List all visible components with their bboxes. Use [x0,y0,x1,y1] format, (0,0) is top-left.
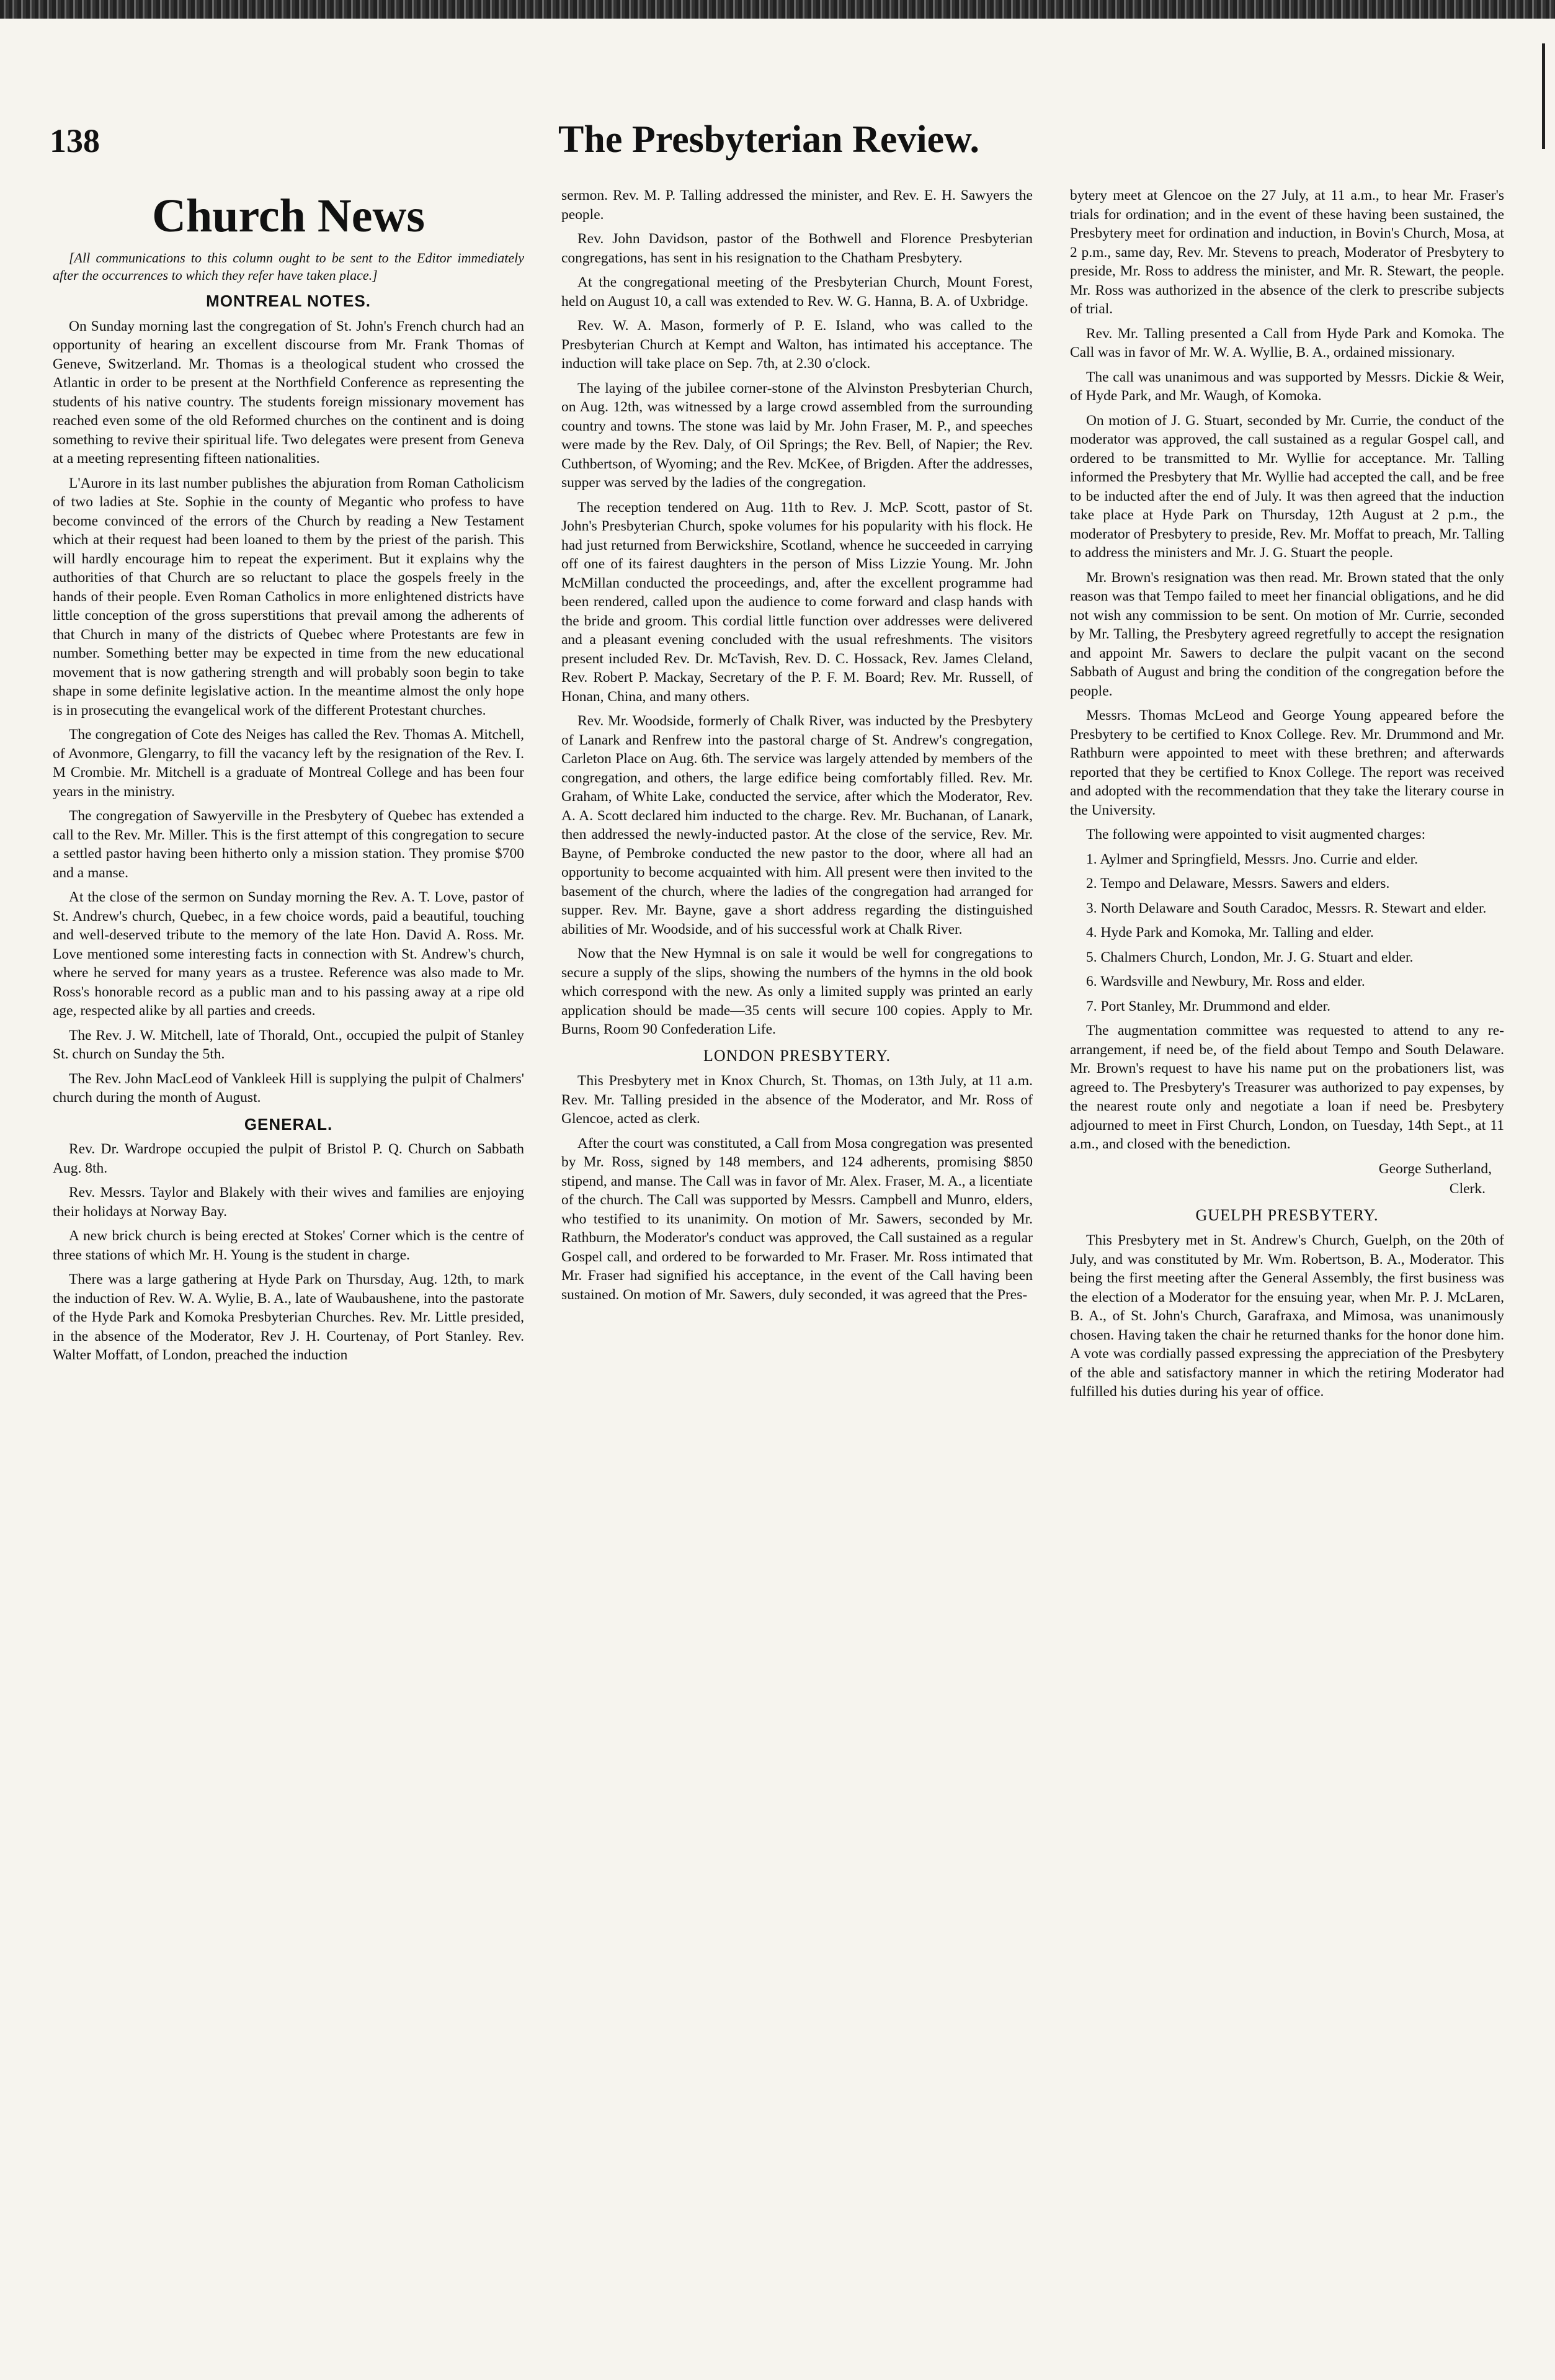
page-header [50,118,1513,174]
paragraph: This Presbytery met in Knox Church, St. Thomas, on 13th July, at 11 a.m. Rev. Mr. Talling presided in the absence of the Moderator, and Mr. Ross of Glencoe, acted as clerk. [561,1073,1033,1127]
paragraph: sermon. Rev. M. P. Talling addressed the minister, and Rev. E. H. Sawyers the people. [561,187,1033,223]
list-item: 3. North Delaware and South Caradoc, Messrs. R. Stewart and elder. [1086,900,1487,916]
signature-role: Clerk. [1449,1181,1486,1197]
paragraph: The laying of the jubilee corner-stone of the Alvinston Presbyterian Church, on Aug. 12th, was witnessed by a large crowd assembled from the surrounding country and towns. The stone was laid by Mr. John Fraser, M. P., and speeches were made by the Rev. Daly, of Oil Springs; the Rev. Bell, of Napier; the Rev. Cuthbertson, of Wyoming; and the Rev. McKee, of Brigden. After the addresses, supper was served by the ladies of the congregation. [561,380,1033,491]
paragraph: On motion of J. G. Stuart, seconded by Mr. Currie, the conduct of the moderator was approved, the call sustained as a regular Gospel call, and ordered to be transmitted to Mr. Wyllie for acceptance. Mr. Talling informed the Presbytery that Mr. Wyllie had accepted the call, and be free to be inducted after the end of July. It was then agreed that the induction take place at Hyde Park on Thursday, 12th August at 2 p.m., the moderator of Presbytery to preside, Rev. Mr. Moffat to preach, Mr. Talling to address the ministers and Mr. J. G. Stuart the people. [1070,412,1504,561]
paragraph: Rev. Messrs. Taylor and Blakely with their wives and families are enjoying their holidays at Norway Bay. [53,1184,524,1220]
paragraph: The reception tendered on Aug. 11th to Rev. J. McP. Scott, pastor of St. John's Presbyterian Church, spoke volumes for his popularity with his flock. He had just returned from Berwickshire, Scotland, whence he succeeded in carrying off one of its fairest daughters in the person of Miss Lizzie Young. Mr. John McMillan conducted the proceedings, and, after the excellent programme had been rendered, called upon the audience to come forward and clasp hands with the bride and groom. This cordial little function over addresses were delivered and a pleasant evening concluded with the usual refreshments. The visitors present included Rev. Dr. McTavish, Rev. D. C. Hossack, Rev. James Cleland, Rev. Robert P. Mackay, Secretary of the P. F. M. Board; Rev. Mr. Russell, of Honan, China, and many others. [561,499,1033,705]
editor-note: [All communications to this column ought to be sent to the Editor immediately after the occurrences to which they refer have taken place.] [53,250,524,283]
paragraph: The congregation of Cote des Neiges has called the Rev. Thomas A. Mitchell, of Avonmore, Glengarry, to fill the vacancy left by the resignation of the Rev. I. M Crombie. Mr. Mitchell is a graduate of Montreal College and has been four years in the ministry. [53,727,524,800]
list-item: 5. Chalmers Church, London, Mr. J. G. Stuart and elder. [1086,949,1414,965]
paragraph: bytery meet at Glencoe on the 27 July, at 11 a.m., to hear Mr. Fraser's trials for ordination; and in the event of these having been sustained, the Presbytery meet for ordination and induction, in Bovin's Church, Mosa, at 2 p.m., same day, Rev. Mr. Stevens to preach, Moderator of Presbytery to preside, Mr. Ross to address the minister, and Mr. R. Stewart, the people. Mr. Ross was authorized in the absence of the clerk to prescribe subjects of trial. [1070,187,1504,317]
page-number: 138 [50,122,100,159]
paragraph: Rev. Dr. Wardrope occupied the pulpit of Bristol P. Q. Church on Sabbath Aug. 8th. [53,1141,524,1176]
list-item: 7. Port Stanley, Mr. Drummond and elder. [1086,998,1331,1014]
section-title: Church News [152,190,425,242]
paragraph: Rev. John Davidson, pastor of the Bothwell and Florence Presbyterian congregations, has sent in his resignation to the Chatham Presbytery. [561,231,1033,266]
paragraph: Mr. Brown's resignation was then read. Mr. Brown stated that the only reason was that Tempo failed to meet her financial obligations, and he did not wish any commission to be sent. On motion of Mr. Currie, seconded by Mr. Talling, the Presbytery agreed regretfully to accept the resignation and appoint Mr. Sawers to declare the pulpit vacant on the second Sabbath of August and bring the condition of the congregation before the people. [1070,569,1504,699]
list-item: 4. Hyde Park and Komoka, Mr. Talling and elder. [1086,924,1374,941]
paragraph: Rev. W. A. Mason, formerly of P. E. Island, who was called to the Presbyterian Church at Kempt and Walton, has intimated his acceptance. The induction will take place on Sep. 7th, at 2.30 o'clock. [561,318,1033,372]
paragraph: L'Aurore in its last number publishes the abjuration from Roman Catholicism of two ladies at Ste. Sophie in the county of Megantic who profess to have become convinced of the errors of the Church by reading a New Testament which at their request had been loaned to them by the priest of the parish. This will hardly encourage him to repeat the experiment. But it explains why the authorities of that Church are so reluctant to place the gospels freely in the hands of their people. Even Roman Catholics in more enlightened districts have little conception of the gross superstitions that prevail among the adherents of that Church in many of the districts of Quebec where Protestants are few in number. Something better may be expected in time from the new educational movement that is now gathering strength and will probably soon begin to take shape in some definite legislative action. In the meantime almost the only hope is in prosecuting the evangelical work of the different Protestant churches. [53,475,524,718]
paragraph: After the court was constituted, a Call from Mosa congregation was presented by Mr. Ross, signed by 148 members, and 124 adherents, promising $850 stipend, and manse. The Call was in favor of Mr. Alex. Fraser, M. A., a licentiate of the church. The Call was supported by Messrs. Campbell and Munro, elders, who testified to its unanimity. On motion of Mr. Sawers, seconded by Mr. Rathburn, the Moderator's conduct was approved, the Call sustained as a regular Gospel call, and ordered to be forwarded to Mr. Fraser. Mr. Ross intimated that Mr. Fraser had signified his acceptance, in the event of the Call having been sustained. On motion of Mr. Sawers, duly seconded, it was agreed that the Pres- [561,1135,1033,1303]
subheading-guelph-presbytery: GUELPH PRESBYTERY. [1195,1206,1379,1224]
paragraph: The Rev. J. W. Mitchell, late of Thorald, Ont., occupied the pulpit of Stanley St. church on Sunday the 5th. [53,1027,524,1062]
paragraph: On Sunday morning last the congregation of St. John's French church had an opportunity of hearing an excellent discourse from Mr. Frank Thomas of Geneve, Switzerland. Mr. Thomas is a theological student who crossed the Atlantic in order to be present at the Northfield Conference as representing the students of his native country. The students foreign missionary movement has reached even some of the old Reformed churches on the continent and is doing something to revive their spiritual life. Two delegates were present from Geneva at a meeting representing fifteen nationalities. [53,318,524,467]
paragraph: At the close of the sermon on Sunday morning the Rev. A. T. Love, pastor of St. Andrew's church, Quebec, in a few choice words, paid a beautiful, touching and well-deserved tribute to the memory of the late Hon. David A. Ross. Mr. Love mentioned some interesting facts in connection with St. Andrew's church, where he served for many years as a trustee. Reference was also made to Mr. Ross's honorable record as a public man and to his passing away at a ripe old age, respected alike by all parties and creeds. [53,889,524,1019]
list-item: 6. Wardsville and Newbury, Mr. Ross and elder. [1086,973,1365,990]
column-3 [1070,186,1504,2339]
column-1 [53,186,524,2339]
paragraph: The following were appointed to visit augmented charges: [1086,826,1426,843]
list-item: 1. Aylmer and Springfield, Messrs. Jno. Currie and elder. [1086,851,1418,867]
paragraph: Now that the New Hymnal is on sale it would be well for congregations to secure a supply of the slips, showing the numbers of the hymns in the old book which correspond with the new. As only a limited supply was printed an early application should be made—35 cents will secure 100 copies. Apply to Mr. Burns, Room 90 Confederation Life. [561,946,1033,1037]
subheading-montreal-notes: MONTREAL NOTES. [206,292,371,310]
paragraph: This Presbytery met in St. Andrew's Church, Guelph, on the 20th of July, and was constituted by Mr. Wm. Robertson, B. A., Moderator. This being the first meeting after the General Assembly, the first business was the election of a Moderator for the ensuing year, when Mr. P. J. McLaren, B. A., of St. John's Church, Garafraxa, and Mimosa, was unanimously chosen. Having taken the chair he returned thanks for the honor done him. A vote was cordially passed expressing the appreciation of the Presbytery of the able and satisfactory manner in which the retiring Moderator had fulfilled his duties during his year of office. [1070,1232,1504,1400]
paragraph: The congregation of Sawyerville in the Presbytery of Quebec has extended a call to the Rev. Mr. Miller. This is the first attempt of this congregation to secure a settled pastor having been hitherto only a mission station. They promise $700 and a manse. [53,808,524,881]
margin-mark [1542,43,1545,149]
paragraph: Messrs. Thomas McLeod and George Young appeared before the Presbytery to be certified to Knox College. Rev. Mr. Drummond and Mr. Rathburn were appointed to meet with these brethren; and afterwards reported that they be certified to Knox College. The report was received and adopted with the recommendation that they take the literary course in the University. [1070,707,1504,818]
paragraph: Rev. Mr. Woodside, formerly of Chalk River, was inducted by the Presbytery of Lanark and Renfrew into the pastoral charge of St. Andrew's congregation, Carleton Place on Aug. 6th. The service was largely attended by members of the congregation, and others, the large edifice being comfortably filled. Rev. Mr. Graham, of White Lake, conducted the service, after which the Moderator, Rev. A. A. Scott declared him inducted to the charge. Rev. Mr. Buchanan, of Lanark, then addressed the newly-inducted pastor. At the close of the service, Rev. Mr. Bayne, of Pembroke conducted the new pastor to the door, where all had an opportunity to become acquainted with him. All present were then invited to the basement of the church, where the ladies of the congregation had arranged for supper. Rev. Mr. Bayne, gave a short address regarding the distinguished abilities of Mr. Woodside, and of his successful work at Chalk River. [561,713,1033,937]
paragraph: A new brick church is being erected at Stokes' Corner which is the centre of three stations of which Mr. H. Young is the student in charge. [53,1228,524,1263]
paragraph: There was a large gathering at Hyde Park on Thursday, Aug. 12th, to mark the induction of Rev. W. A. Wylie, B. A., late of Waubaushene, into the pastorate of the Hyde Park and Komoka Presbyterian Churches. Rev. Mr. Little presided, in the absence of the Moderator, Rev J. H. Courtenay, of Port Stanley. Rev. Walter Moffatt, of London, preached the induction [53,1271,524,1363]
subheading-london-presbytery: LONDON PRESBYTERY. [703,1046,891,1065]
list-item: 2. Tempo and Delaware, Messrs. Sawers and elders. [1086,875,1390,892]
column-2 [561,186,1033,2339]
paragraph: The call was unanimous and was supported by Messrs. Dickie & Weir, of Hyde Park, and Mr. Waugh, of Komoka. [1070,369,1504,404]
paragraph: The Rev. John MacLeod of Vankleek Hill is supplying the pulpit of Chalmers' church during the month of August. [53,1070,524,1106]
journal-title: The Presbyterian Review. [558,119,980,161]
signature-name: George Sutherland, [1378,1160,1492,1177]
top-border-rule [0,0,1555,19]
paragraph: At the congregational meeting of the Presbyterian Church, Mount Forest, held on August 10, a call was extended to Rev. W. G. Hanna, B. A. of Uxbridge. [561,274,1033,310]
subheading-general: GENERAL. [244,1114,333,1134]
paragraph: The augmentation committee was requested to attend to any re-arrangement, if need be, of the field about Tempo and South Delaware. Mr. Brown's request to have his name put on the probationers list, was agreed to. The Presbytery's Treasurer was authorized to pay expenses, by the nearest route only and negotiate a loan if need be. Presbytery adjourned to meet in First Church, London, on Tuesday, 14th Sept., at 11 a.m., and closed with the benediction. [1070,1022,1504,1152]
paragraph: Rev. Mr. Talling presented a Call from Hyde Park and Komoka. The Call was in favor of Mr. W. A. Wyllie, B. A., ordained missionary. [1070,325,1504,360]
